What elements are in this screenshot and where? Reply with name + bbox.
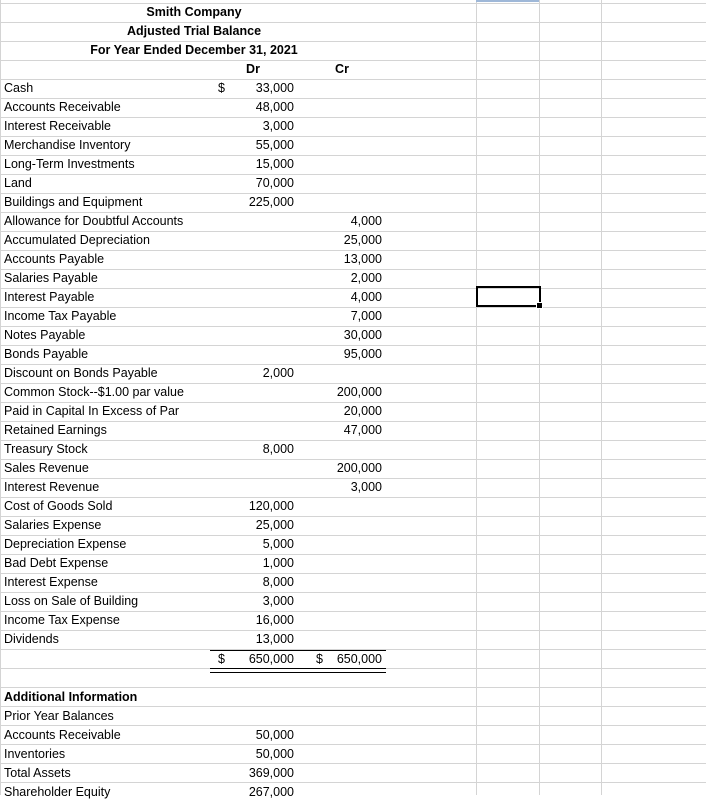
prior-year-item-value[interactable]: 50,000 — [255, 747, 294, 761]
account-name[interactable]: Accumulated Depreciation — [4, 233, 150, 247]
debit-amount[interactable]: 8,000 — [262, 575, 294, 589]
credit-amount[interactable] — [320, 440, 382, 459]
credit-amount[interactable] — [320, 554, 382, 573]
credit-amount[interactable] — [320, 155, 382, 174]
credit-amount[interactable] — [320, 516, 382, 535]
account-name[interactable]: Interest Receivable — [4, 119, 112, 133]
debit-amount[interactable] — [228, 478, 294, 497]
total-dr-currency: $ — [218, 652, 225, 666]
credit-amount[interactable]: 7,000 — [350, 309, 382, 323]
debit-amount[interactable] — [228, 402, 294, 421]
debit-amount[interactable]: 13,000 — [255, 632, 294, 646]
account-name[interactable]: Income Tax Expense — [4, 613, 120, 627]
grid-column-line — [476, 0, 477, 795]
credit-amount[interactable]: 3,000 — [350, 480, 382, 494]
credit-amount[interactable]: 25,000 — [343, 233, 382, 247]
currency-symbol: $ — [218, 81, 225, 95]
credit-amount[interactable] — [320, 98, 382, 117]
debit-amount[interactable]: 16,000 — [255, 613, 294, 627]
credit-amount[interactable] — [320, 630, 382, 649]
total-cr[interactable]: 650,000 — [336, 652, 382, 666]
total-double-underline — [210, 668, 386, 673]
dr-header: Dr — [246, 62, 260, 76]
account-name[interactable]: Salaries Payable — [4, 271, 98, 285]
account-name[interactable]: Salaries Expense — [4, 518, 102, 532]
prior-year-item-name[interactable]: Total Assets — [4, 766, 71, 780]
grid-column-line — [601, 0, 602, 795]
prior-year-item-name[interactable]: Inventories — [4, 747, 66, 761]
debit-amount[interactable]: 48,000 — [255, 100, 294, 114]
credit-amount[interactable]: 200,000 — [336, 385, 382, 399]
report-title: Adjusted Trial Balance — [126, 24, 262, 38]
debit-amount[interactable]: 5,000 — [262, 537, 294, 551]
credit-amount[interactable] — [320, 497, 382, 516]
grid-column-line — [0, 0, 1, 795]
account-name[interactable]: Bonds Payable — [4, 347, 89, 361]
account-name[interactable]: Merchandise Inventory — [4, 138, 131, 152]
credit-amount[interactable]: 95,000 — [343, 347, 382, 361]
credit-amount[interactable] — [320, 535, 382, 554]
credit-amount[interactable]: 30,000 — [343, 328, 382, 342]
debit-amount[interactable] — [228, 307, 294, 326]
account-name[interactable]: Cash — [4, 81, 34, 95]
account-name[interactable]: Interest Expense — [4, 575, 98, 589]
account-name[interactable]: Notes Payable — [4, 328, 86, 342]
debit-amount[interactable]: 3,000 — [262, 119, 294, 133]
debit-amount[interactable]: 225,000 — [248, 195, 294, 209]
debit-amount[interactable] — [228, 459, 294, 478]
account-name[interactable]: Income Tax Payable — [4, 309, 117, 323]
debit-amount[interactable]: 2,000 — [262, 366, 294, 380]
account-name[interactable]: Accounts Payable — [4, 252, 105, 266]
credit-amount[interactable]: 2,000 — [350, 271, 382, 285]
debit-amount[interactable]: 55,000 — [255, 138, 294, 152]
debit-amount[interactable]: 70,000 — [255, 176, 294, 190]
credit-amount[interactable] — [320, 193, 382, 212]
debit-amount[interactable]: 15,000 — [255, 157, 294, 171]
account-name[interactable]: Accounts Receivable — [4, 100, 121, 114]
account-name[interactable]: Land — [4, 176, 32, 190]
account-name[interactable]: Sales Revenue — [4, 461, 89, 475]
account-name[interactable]: Interest Payable — [4, 290, 95, 304]
prior-year-item-value[interactable]: 369,000 — [248, 766, 294, 780]
debit-amount[interactable]: 3,000 — [262, 594, 294, 608]
account-name[interactable]: Cost of Goods Sold — [4, 499, 113, 513]
debit-amount[interactable]: 120,000 — [248, 499, 294, 513]
account-name[interactable]: Dividends — [4, 632, 59, 646]
account-name[interactable]: Buildings and Equipment — [4, 195, 143, 209]
account-name[interactable]: Loss on Sale of Building — [4, 594, 139, 608]
grid-column-line — [539, 0, 540, 795]
debit-amount[interactable] — [228, 288, 294, 307]
credit-amount[interactable]: 4,000 — [350, 290, 382, 304]
credit-amount[interactable]: 20,000 — [343, 404, 382, 418]
cr-header: Cr — [335, 62, 349, 76]
account-name[interactable]: Retained Earnings — [4, 423, 107, 437]
debit-amount[interactable] — [228, 231, 294, 250]
credit-amount[interactable] — [320, 79, 382, 98]
prior-year-item-value[interactable]: 50,000 — [255, 728, 294, 742]
column-header-selection — [476, 0, 539, 2]
account-name[interactable]: Interest Revenue — [4, 480, 100, 494]
debit-amount[interactable]: 33,000 — [255, 81, 294, 95]
prior-year-item-value[interactable]: 267,000 — [248, 785, 294, 799]
credit-amount[interactable]: 4,000 — [350, 214, 382, 228]
credit-amount[interactable]: 47,000 — [343, 423, 382, 437]
debit-amount[interactable] — [228, 383, 294, 402]
credit-amount[interactable]: 13,000 — [343, 252, 382, 266]
additional-info-heading[interactable]: Additional Information — [4, 690, 138, 704]
debit-amount[interactable] — [228, 250, 294, 269]
debit-amount[interactable]: 8,000 — [262, 442, 294, 456]
account-name[interactable]: Allowance for Doubtful Accounts — [4, 214, 184, 228]
account-name[interactable]: Discount on Bonds Payable — [4, 366, 158, 380]
debit-amount[interactable] — [228, 326, 294, 345]
account-name[interactable]: Paid in Capital In Excess of Par — [4, 404, 180, 418]
debit-amount[interactable]: 25,000 — [255, 518, 294, 532]
credit-amount[interactable] — [320, 573, 382, 592]
prior-year-item-name[interactable]: Accounts Receivable — [4, 728, 121, 742]
fill-handle[interactable] — [536, 302, 543, 309]
total-cr-currency: $ — [316, 652, 323, 666]
debit-amount[interactable] — [228, 421, 294, 440]
total-dr[interactable]: 650,000 — [248, 652, 294, 666]
credit-amount[interactable]: 200,000 — [336, 461, 382, 475]
active-cell-selection[interactable] — [476, 286, 541, 307]
credit-amount[interactable] — [320, 136, 382, 155]
credit-amount[interactable] — [320, 611, 382, 630]
debit-amount[interactable]: 1,000 — [262, 556, 294, 570]
debit-amount[interactable] — [228, 212, 294, 231]
debit-amount[interactable] — [228, 345, 294, 364]
account-name[interactable]: Depreciation Expense — [4, 537, 127, 551]
prior-year-item-name[interactable]: Shareholder Equity — [4, 785, 111, 799]
credit-amount[interactable] — [320, 364, 382, 383]
prior-year-heading[interactable]: Prior Year Balances — [4, 709, 114, 723]
report-period: For Year Ended December 31, 2021 — [90, 43, 298, 57]
debit-amount[interactable] — [228, 269, 294, 288]
credit-amount[interactable] — [320, 117, 382, 136]
account-name[interactable]: Bad Debt Expense — [4, 556, 109, 570]
account-name[interactable]: Treasury Stock — [4, 442, 88, 456]
account-name[interactable]: Common Stock--$1.00 par value — [4, 385, 184, 399]
company-name: Smith Company — [146, 5, 242, 19]
credit-amount[interactable] — [320, 174, 382, 193]
account-name[interactable]: Long-Term Investments — [4, 157, 135, 171]
credit-amount[interactable] — [320, 592, 382, 611]
